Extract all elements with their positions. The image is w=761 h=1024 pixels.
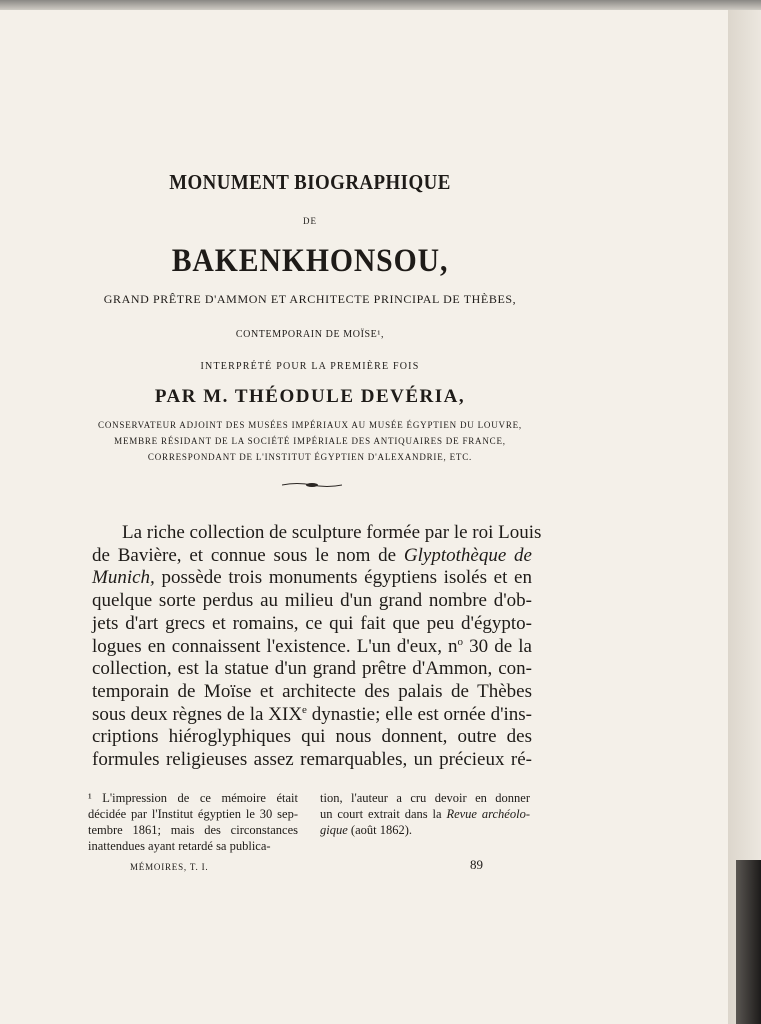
text-segment: un court extrait dans la — [320, 807, 447, 821]
text-line — [92, 522, 542, 545]
text-line — [92, 658, 532, 681]
text-segment: formules religieuses assez remarquables, un précieux ré- — [92, 749, 532, 771]
text-segment: logues en connaissent l'existence. L'un d'eux, n — [92, 635, 458, 657]
text-segment: dynastie; elle est ornée d'ins- — [306, 703, 532, 725]
text-segment: collection, est la statue d'un grand prêtre d'Ammon, con- — [92, 658, 532, 680]
text-line — [320, 790, 530, 806]
text-segment: temporain de Moïse et architecte des palais de Thèbes — [92, 680, 532, 702]
italic-text: Revue archéolo- — [446, 807, 530, 821]
footnote-left-column — [88, 790, 298, 854]
italic-text: gique — [320, 823, 348, 837]
text-segment: tembre 1861; mais des circonstances — [88, 823, 298, 837]
subtitle-contemporary: CONTEMPORAIN DE MOÏSE¹, — [235, 329, 385, 340]
text-segment: quelque sorte perdus au milieu d'un grand nombre d'ob- — [92, 590, 532, 612]
text-segment: 30 de la — [463, 635, 532, 657]
title-name: BAKENKHONSOU, — [171, 243, 449, 279]
text-line — [88, 838, 298, 854]
subtitle-role: GRAND PRÊTRE D'AMMON ET ARCHITECTE PRINCIPAL DE THÈBES, — [103, 292, 517, 306]
text-line — [92, 726, 532, 749]
credential-line: MEMBRE RÉSIDANT DE LA SOCIÉTÉ IMPÉRIALE DES ANTIQUAIRES DE FRANCE, — [114, 436, 506, 446]
text-line — [92, 749, 532, 772]
italic-text: Munich, — [92, 567, 155, 589]
text-segment: inattendues ayant retardé sa publica- — [88, 839, 271, 853]
text-line — [92, 704, 532, 727]
text-segment: sous deux règnes de la XIX — [92, 703, 303, 725]
scan-top-edge — [0, 0, 761, 10]
text-segment: décidée par l'Institut égyptien le 30 sep- — [88, 807, 298, 821]
text-line — [88, 790, 298, 806]
text-line — [88, 806, 298, 822]
footnote-right-column — [320, 790, 530, 838]
text-segment: (août 1862). — [347, 823, 413, 837]
text-segment: ¹ L'impression de ce mémoire était — [88, 791, 298, 805]
text-segment: jets d'art grecs et romains, ce qui fait que peu d'égypto- — [92, 612, 532, 634]
superscript: o — [457, 635, 464, 648]
text-segment: possède trois monuments égyptiens isolés et en — [154, 567, 532, 589]
scan-dark-corner — [736, 860, 761, 1024]
page-number: 89 — [470, 857, 483, 872]
text-line — [320, 806, 530, 822]
credential-line: CONSERVATEUR ADJOINT DES MUSÉES IMPÉRIAUX AU MUSÉE ÉGYPTIEN DU LOUVRE, — [98, 420, 522, 430]
document-page — [0, 10, 728, 1024]
text-segment: criptions hiéroglyphiques qui nous donnent, outre des — [92, 726, 532, 748]
ornament-divider — [282, 481, 342, 489]
signature-mark: MÉMOIRES, T. I. — [130, 862, 209, 872]
text-line — [92, 545, 532, 568]
author-line: PAR M. THÉODULE DEVÉRIA, — [154, 386, 466, 407]
text-line — [320, 822, 530, 838]
text-line — [92, 681, 532, 704]
subtitle-interpreted: INTERPRÉTÉ POUR LA PREMIÈRE FOIS — [200, 361, 420, 372]
text-segment: de Bavière, et connue sous le nom de — [92, 544, 404, 566]
superscript: e — [302, 703, 307, 716]
text-segment: La riche collection de sculpture formée par le roi Louis — [122, 522, 542, 543]
body-paragraph — [92, 522, 542, 772]
text-line — [88, 822, 298, 838]
text-line — [92, 636, 532, 659]
credential-line: CORRESPONDANT DE L'INSTITUT ÉGYPTIEN D'ALEXANDRIE, ETC. — [147, 452, 473, 462]
title-line: MONUMENT BIOGRAPHIQUE — [169, 170, 451, 194]
italic-text: Glyptothèque de — [403, 544, 532, 566]
text-line — [92, 590, 532, 613]
title-de: DE — [303, 216, 317, 226]
text-segment: tion, l'auteur a cru devoir en donner — [320, 791, 530, 805]
text-line — [92, 613, 532, 636]
text-line — [92, 567, 532, 590]
